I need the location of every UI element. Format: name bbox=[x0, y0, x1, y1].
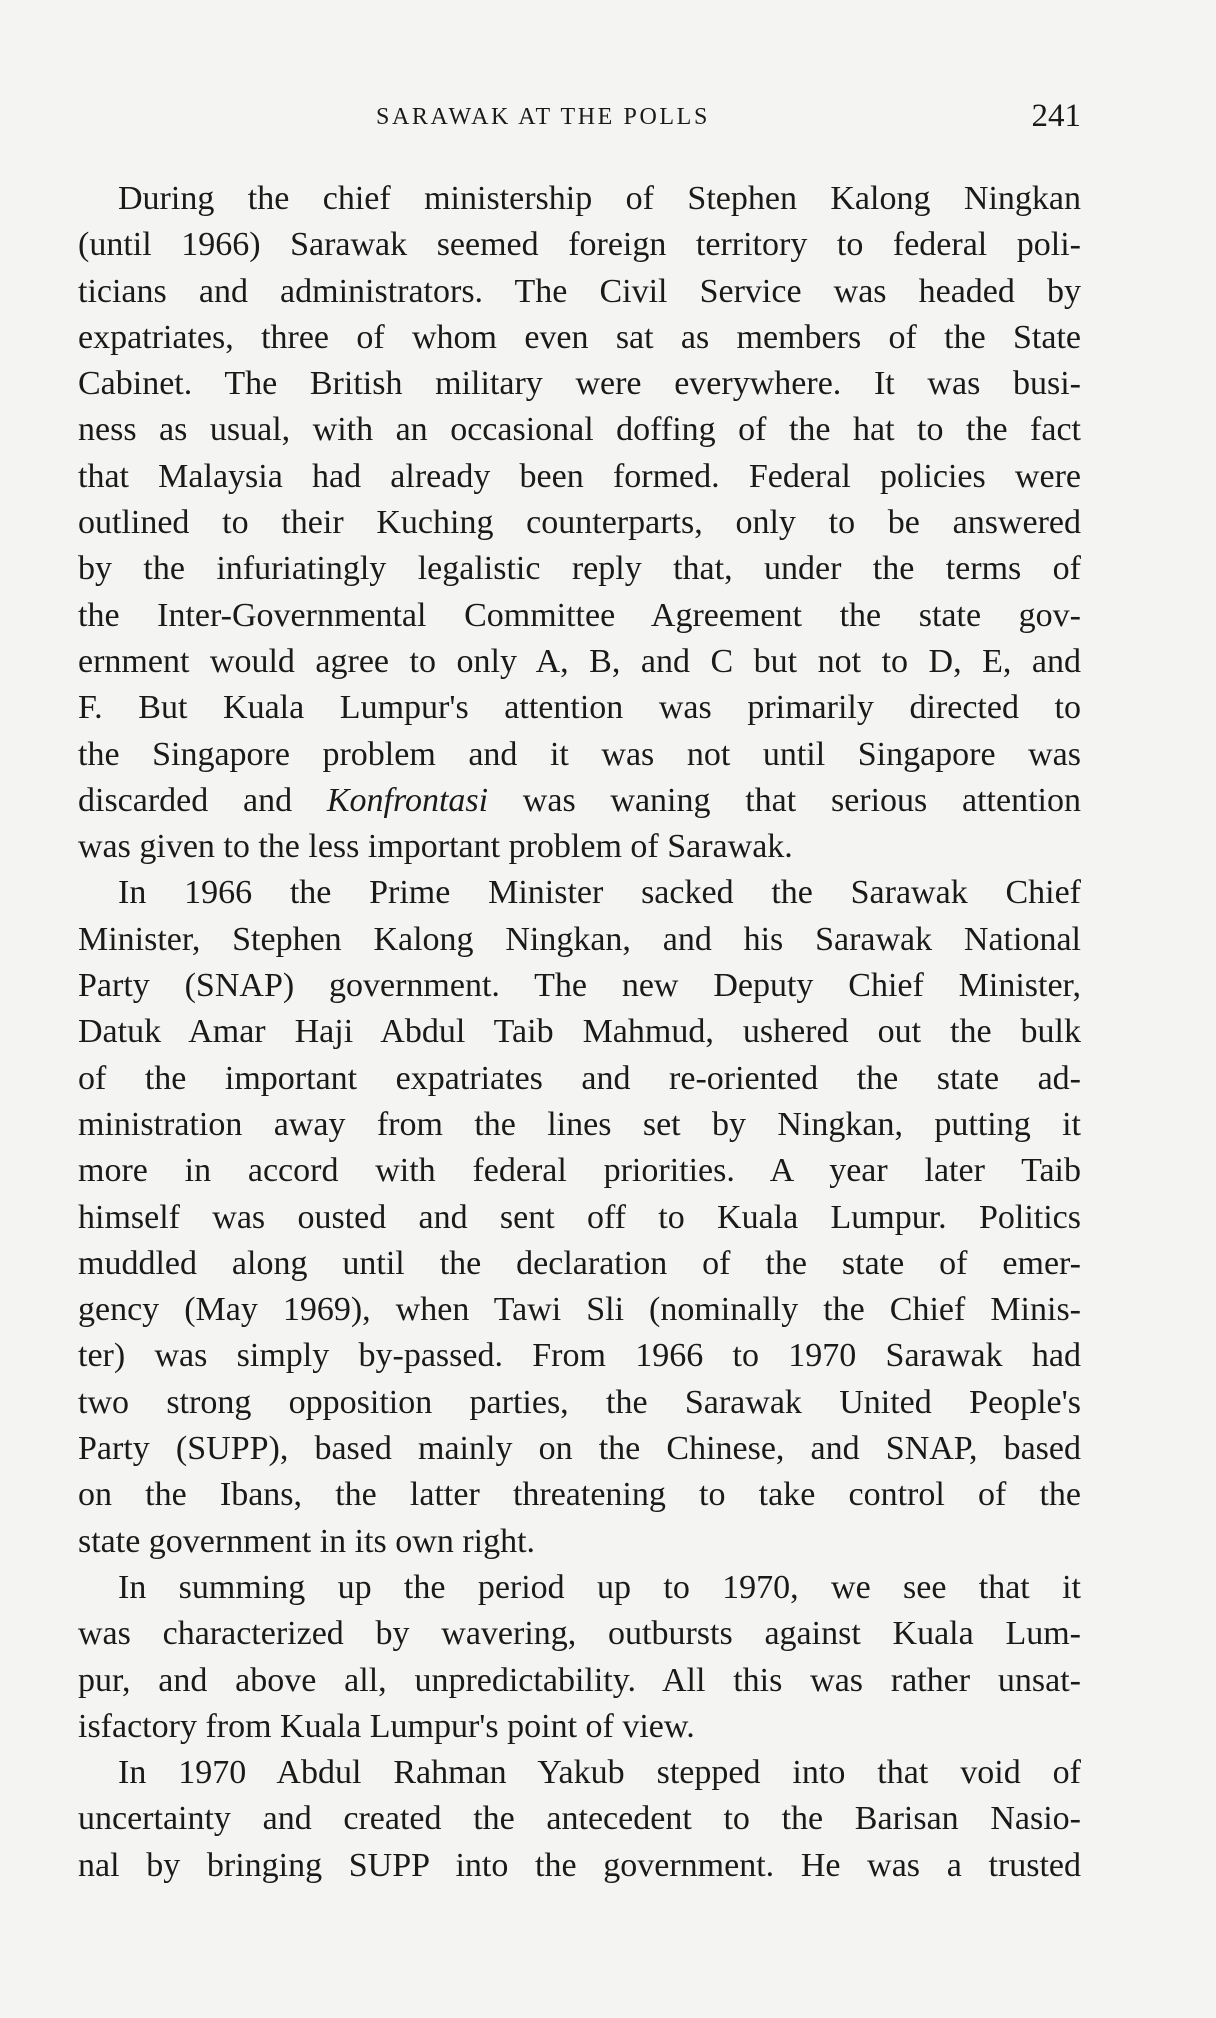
text-line: ter) was simply by-passed. From 1966 to 1970 Sarawak had bbox=[78, 1337, 1081, 1375]
text-line: In summing up the period up to 1970, we see that it bbox=[118, 1568, 1081, 1606]
text-line: Party (SUPP), based mainly on the Chinese, and SNAP, based bbox=[78, 1430, 1081, 1468]
text-line: outlined to their Kuching counterparts, only to be answered bbox=[78, 504, 1081, 542]
text-line: ticians and administrators. The Civil Service was headed by bbox=[78, 272, 1081, 310]
text-line: gency (May 1969), when Tawi Sli (nominally the Chief Minis- bbox=[78, 1291, 1081, 1329]
text-line: isfactory from Kuala Lumpur's point of view. bbox=[78, 1707, 695, 1745]
text-line: ministration away from the lines set by Ningkan, putting it bbox=[78, 1105, 1081, 1143]
text-line: himself was ousted and sent off to Kuala Lumpur. Politics bbox=[78, 1198, 1081, 1236]
text-line: In 1966 the Prime Minister sacked the Sarawak Chief bbox=[118, 874, 1081, 912]
text-line: state government in its own right. bbox=[78, 1522, 536, 1560]
text-line: uncertainty and created the antecedent to the Barisan Nasio- bbox=[78, 1800, 1081, 1838]
text-line: of the important expatriates and re-oriented the state ad- bbox=[78, 1059, 1081, 1097]
text-line: Minister, Stephen Kalong Ningkan, and his Sarawak National bbox=[78, 920, 1081, 958]
text-line: Datuk Amar Haji Abdul Taib Mahmud, ushered out the bulk bbox=[78, 1013, 1081, 1051]
text-line: ernment would agree to only A, B, and C but not to D, E, and bbox=[78, 642, 1081, 680]
running-header bbox=[376, 98, 1081, 138]
text-line: by the infuriatingly legalistic reply that, under the terms of bbox=[78, 550, 1081, 588]
text-line: that Malaysia had already been formed. Federal policies were bbox=[78, 457, 1081, 495]
text-line: was given to the less important problem of Sarawak. bbox=[78, 828, 793, 866]
text-line: discarded and Konfrontasi was waning that serious attention bbox=[78, 781, 1081, 819]
text-line: (until 1966) Sarawak seemed foreign territory to federal poli- bbox=[78, 226, 1081, 264]
text-line: Party (SNAP) government. The new Deputy Chief Minister, bbox=[78, 967, 1081, 1005]
text-line: more in accord with federal priorities. A year later Taib bbox=[78, 1152, 1081, 1190]
text-line: the Inter-Governmental Committee Agreement the state gov- bbox=[78, 596, 1081, 634]
text-line: Cabinet. The British military were everywhere. It was busi- bbox=[78, 365, 1081, 403]
text-line: was characterized by wavering, outbursts against Kuala Lum- bbox=[78, 1615, 1081, 1653]
text-line: pur, and above all, unpredictability. All this was rather unsat- bbox=[78, 1661, 1081, 1699]
text-line: During the chief ministership of Stephen Kalong Ningkan bbox=[118, 180, 1081, 217]
text-line: expatriates, three of whom even sat as members of the State bbox=[78, 318, 1081, 356]
text-line: In 1970 Abdul Rahman Yakub stepped into that void of bbox=[118, 1754, 1081, 1792]
text-line: muddled along until the declaration of the state of emer- bbox=[78, 1244, 1081, 1282]
page-number: 241 bbox=[1031, 98, 1081, 134]
page-body bbox=[78, 176, 1081, 1889]
text-line: on the Ibans, the latter threatening to take control of the bbox=[78, 1476, 1081, 1514]
text-line: nal by bringing SUPP into the government. He was a trusted bbox=[78, 1846, 1081, 1884]
italic-term: Konfrontasi bbox=[326, 781, 489, 819]
text-line: ness as usual, with an occasional doffing of the hat to the fact bbox=[78, 411, 1081, 449]
running-title: SARAWAK AT THE POLLS bbox=[376, 104, 710, 130]
text-line: two strong opposition parties, the Sarawak United People's bbox=[78, 1383, 1081, 1421]
text-line: the Singapore problem and it was not until Singapore was bbox=[78, 735, 1081, 773]
text-line: F. But Kuala Lumpur's attention was primarily directed to bbox=[78, 689, 1081, 727]
